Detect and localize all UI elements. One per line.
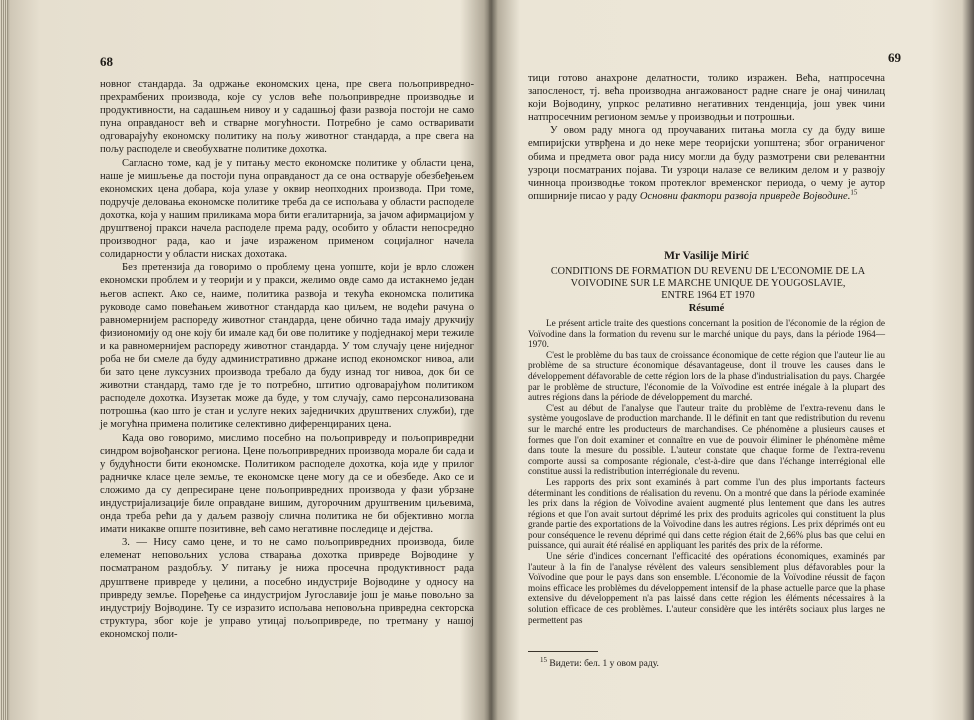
title-line-3: ENTRE 1964 ET 1970 xyxy=(661,290,755,301)
resume-paragraph-5: Une série d'indices concernant l'efficacité des opérations économiques, examinés par l'auteur à la fin de l'analyse révèlent des valeurs sensiblement plus défavorables pour la Voïvodine que pour le pays dans son ensemble. L'économie de la Voïvodine réussit de façon moins efficace les problèmes du développement intensif de la phase actuelle parce que la phase extensive du développement n'a pas laissé dans cette région les éléments nécessaires à la solution efficace de ces problèmes. L'auteur considère que les intérêts sociaux plus larges ne permettent pas xyxy=(528,552,885,626)
italic-reference: Основни фактори развоја привреде Војводине. xyxy=(639,190,851,202)
paragraph-right-2 xyxy=(528,124,885,203)
paragraph-left-2: Сагласно томе, кад је у питању место економске политике у области цена, наше је мишљење да постоји пуна оправданост да се она остварује обезбеђењем економских цена добара, која улазе у оквир неопходних производа. При томе, подручје деловања економске политике треба да се испољава у области расподеле дохотка, која у нашим приликама мора бити егалитарнија, за јачом афирмацијом у друштвеној пракси начела расподеле према раду, особито у области непосредно производног рада, као и јаче израженом применом социјалног начела солидарности у области нисках дохотака. xyxy=(100,157,474,261)
resume-body xyxy=(528,319,885,626)
resume-paragraph-2: C'est le problème du bas taux de croissance économique de cette région que l'auteur lie au problème de sa structure économique désavantageuse, dont il trouve les causes dans le développement défavorable de cette région lors de la phase d'industrialisation du pays. Chargée par le problème de structure, l'économie de la Voïvodine est entrée inégale à la plupart des autres régions dans la période de développement du marché. xyxy=(528,350,885,404)
page-number-left: 68 xyxy=(100,54,113,69)
title-line-1: CONDITIONS DE FORMATION DU REVENU DE L'ECONOMIE DE LA xyxy=(550,266,866,277)
footnote-rule xyxy=(528,651,598,652)
page-number-right: 69 xyxy=(888,50,901,65)
article-author: Mr Vasilije Mirić xyxy=(664,250,749,262)
paragraph-left-5: 3. — Нису само цене, и то не само пољопривредних производа, биле елеменат неповољних услова стварања дохотка привреде Војводине у посматраном раздобљу. У питању је нижа просечна продуктивност рада друштвене привреде у целини, а посебно индустрије Војводине у односу на привреду земље. Поређење са индустријом Југославије још је мање повољно за индустрију Војводине. Ту се изразито испољава неповољна привредна секторска структура, због које је управо утицај пољопривреде, по третману у нашој економској поли- xyxy=(100,537,474,640)
paragraph-left-1: новног стандарда. За одржање економских цена, пре свега пољопривредно-прехрамбених производа, које су услов веће пољопривредне производње и продуктивности, на садашњем нивоу и у садашњој фази развоја постоји не само пуна оправданост већ и стварне могућности. Потребно је само остваривати одговарајућу економску политику на пољу животног стандарда, а пре свега на пољу расподеле и свеобухватне политике дохотка. xyxy=(100,79,474,156)
resume-paragraph-3: C'est au début de l'analyse que l'auteur traite du problème de l'extra-revenu dans le système yougoslave de production marchande. Il le définit en tant que redistribution du revenu sur le marché entre les producteurs de marchandises. Ce phénomène a plusieurs causes et formes que l'on doit examiner et connaître en vue de pouvoir éliminer le phénomène même dans toute la mesure du possible. L'auteur constate que chaque forme de l'extra-revenu comporte aussi sa composante régionale, c'est-à-dire que dans l'échange interrégional elle constitue aussi la redistribution interrégionale du revenu. xyxy=(528,403,885,478)
left-page-body xyxy=(100,78,474,641)
resume-paragraph-4: Les rapports des prix sont examinés à part comme l'un des plus importants facteurs déterminant les conditions de réalisation du revenu. On a montré que dans la période examinée les prix dans la région de Voïvodine avaient augmenté plus lentement que dans les autres régions et que l'on avait surtout déprimé les prix des produits agricoles qui constituent la plus grande partie des exportations de la Voïvodine dans les autres régions. Les prix déprimés ont eu pour conséquence le revenu déprimé qui dans cette région était de 2,66% plus bas que celui en puissance, qui aurait été réalisé en appliquant les parités des prix de la réforme. xyxy=(528,477,885,552)
footnote-marker: 15 xyxy=(850,188,858,197)
resume-paragraph-1: Le présent article traite des questions concernant la position de l'économie de la région de Voïvodine dans la formation du revenu sur le marché unique du pays, dans la période 1964—1970. xyxy=(528,319,885,351)
footnote-number: 15 xyxy=(540,655,547,664)
resume-heading: Résumé xyxy=(688,303,725,314)
footnote-text: Видети: бел. 1 у овом раду. xyxy=(549,659,659,669)
paragraph-right-2-text: У овом раду многа од проучаваних питања могла су да буду више емпиријски утврђена и до неке мере теоријски уопштена; због ограниченог обима и предмета овог рада нису могли да буду размотрени сви релевантни узроци посматраних појава. Ти узроци налазе се великим делом и у развоју чинноца производње током протеклог временског периода, о чему је аутор опширније писао у раду xyxy=(528,125,885,202)
article-title xyxy=(538,266,878,302)
footnote xyxy=(540,655,870,670)
paragraph-right-1: тици готово анахроне делатности, толико изражен. Већа, натпросечна запосленост, тј. већа производна ангажованост радне снаге је онај чинилац који Војводину, упркос релативно негативних тенденција, још увек чини натпросечним регионом земље у производњи и потрошњи. xyxy=(528,73,885,124)
paragraph-left-4: Када ово говоримо, мислимо посебно на пољопривреду и пољопривредни синдром војвођанског региона. Цене пољопривредних производа морале би сада и у будућности бити економске. Политиком расподеле дохотка, која иде у прилог радничке класе целе земље, те економске цене могу да се и обезбеде. Ако се и сложимо да су депресиране цене пољопривредних производа у фази убрзане индустријализације биле оправдане вишим, дугорочним друштвеним циљевима, онда треба рећи да у даљем развоју слична политика не би објективно могла имати никакве опште позитивне, већ само негативне последице и дејства. xyxy=(100,432,474,536)
title-line-2: VOIVODINE SUR LE MARCHE UNIQUE DE YOUGOSLAVIE, xyxy=(570,278,846,289)
right-page-body xyxy=(528,72,885,203)
book-gutter xyxy=(484,0,498,720)
page-edges xyxy=(0,0,8,720)
paragraph-left-3: Без претензија да говоримо о проблему цена уопште, који је врло сложен економски проблем и у теорији и у пракси, желимо овде само да истакнемо један његов аспект. Ако се, наиме, политика развоја и текућа економска политика руководе само повећањем животног стандарда као циљем, не водећи рачуна о равномернијем распореду животног стандарда, цене обично тада имају друкчију физиономију од оне коју би имале кад би ове политике у подједнакој мери тежиле и ка равномернијем распореду животног стандарда. У том случају цене ниједног роба не би смеле да буду административно држане испод економског нивоа, али би зато цене луксузних производа требало да буду изнад тог нивоа, док би се животни стандард, тамо где је то потребно, штитио одговарајућом политиком расподеле дохотка. Изузетак може да буде, у том случају, само персонализована потрошња (као што је стан и услуге неких заједничких друштвених служби), где је могућна примена политике селективно диференцираних цена. xyxy=(100,262,474,431)
